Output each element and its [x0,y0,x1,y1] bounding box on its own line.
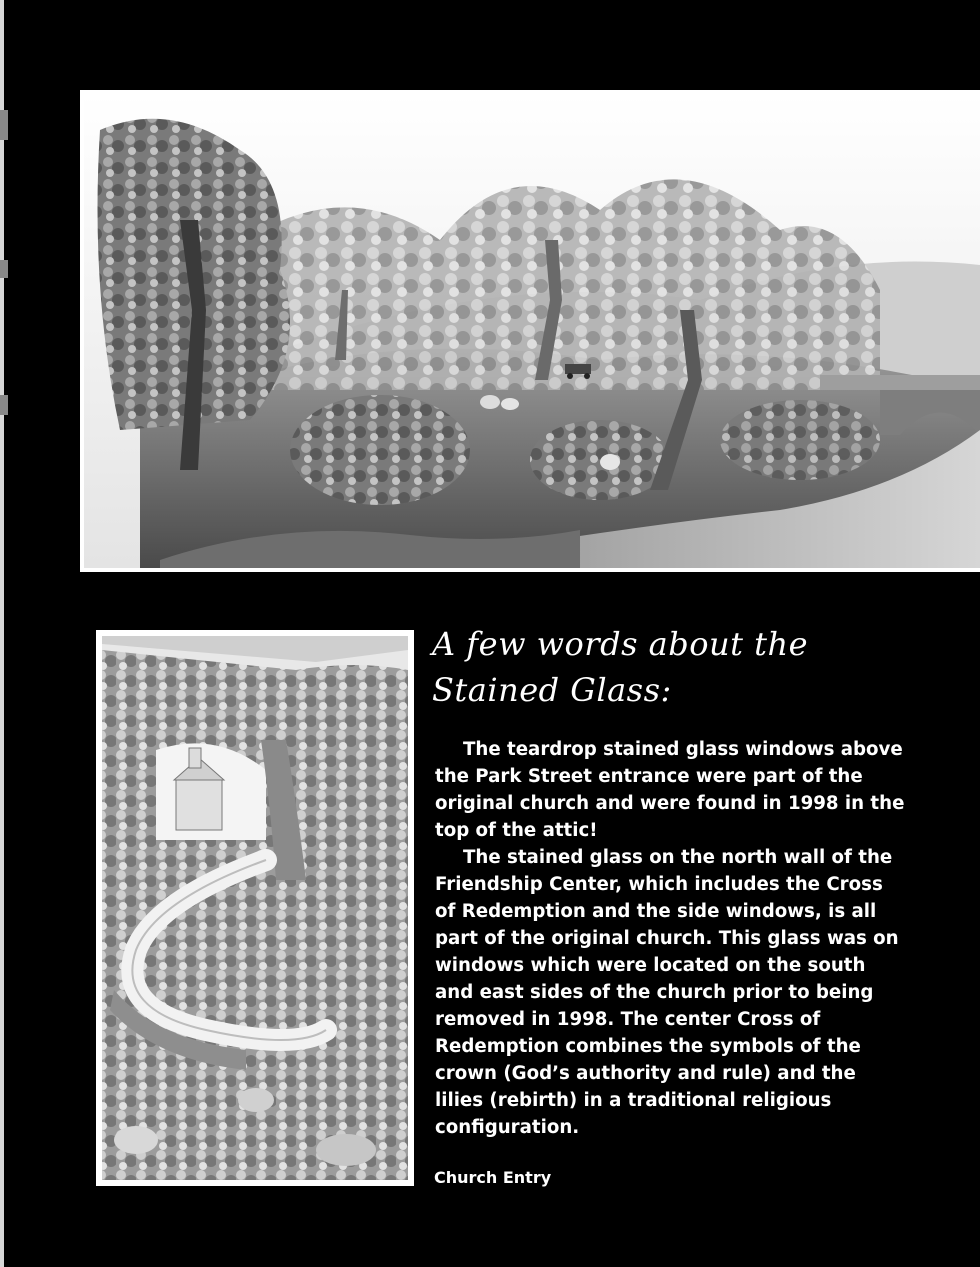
church-entry-relief-photo [96,630,414,1186]
photo-caption: Church Entry [434,1168,552,1187]
scan-edge-strip [0,0,10,1267]
body-text [435,736,905,1141]
paragraph-north-wall-glass: The stained glass on the north wall of the Friendship Center, which includes the Cross of Redemption and the side windows, is all part of the original church. This glass was on windows which were located on the south and east sides of the church prior to being removed in 1998. The center Cross of Redemption combines the symbols of the crown (God’s authority and rule) and the lilies (rebirth) in a traditional religious configuration. [435,847,899,1138]
heading-line-2: Stained Glass: [432,671,672,709]
landscape-relief-photo [80,90,980,572]
paragraph-teardrop-windows: The teardrop stained glass windows above the Park Street entrance were part of the original church and were found in 1998 in the top of the attic! [435,739,905,841]
heading-line-1: A few words about the [432,625,809,663]
